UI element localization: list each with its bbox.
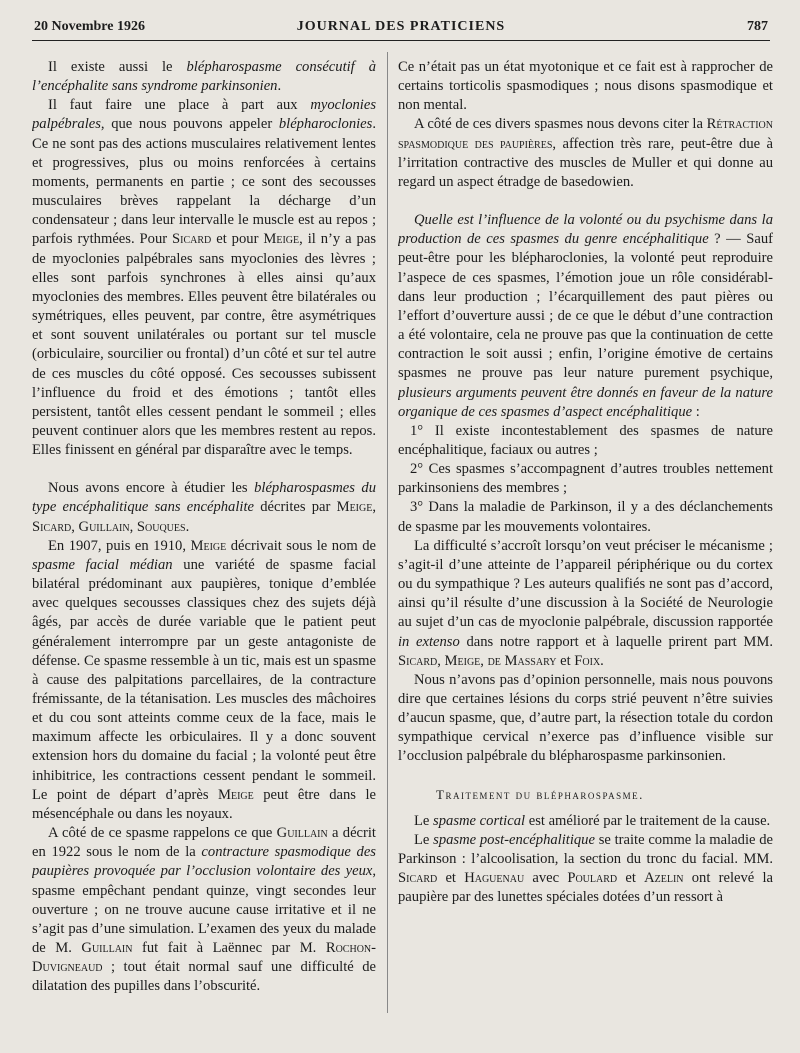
left-column bbox=[32, 58, 376, 1041]
paragraph: Il faut faire une place à part aux myoclonies palpébrales, que nous pouvons appeler blépharoclonies. Ce ne sont pas des actions musculaires relativement lentes et progressives, plus ou moins renforcées à certains moments, permanents en partie ; ce sont des secousses musculaires brèves rappelant la décharge d’un condensateur ; dans leur intervalle le muscle est au repos ; parfois rythmées. Pour Sicard et pour Meige, il n’y a pas de myoclonies palpébrales sans myoclonies des lèvres ; elles sont parfois synchrones à elles ainsi qu’aux myoclonies des membres. Elles peuvent être bilatérales ou symétriques, elles peuvent, par contre, être asymétriques et sont souvent unilatérales ou portant sur tel muscle (orbiculaire, sourcilier ou frontal) d’un côté et sur tel autre de ces muscles du côté opposé. Ces secousses subissent l’influence du froid et des émotions ; tantôt elles persistent, tantôt elles cessent pendant le sommeil ; elles peuvent continuer alors que les membres restent au repos. Elles finissent en général par disparaître avec le temps. bbox=[32, 97, 376, 459]
right-column bbox=[398, 58, 773, 1041]
paragraph: Le spasme post-encéphalitique se traite comme la maladie de Parkinson : l’alcoolisation, la section du tronc du facial. MM. Sicard et Haguenau avec Poulard et Azelin ont relevé la paupière par des lunettes spéciales dotées d’un ressort à bbox=[398, 831, 773, 906]
paragraph: En 1907, puis en 1910, Meige décrivait sous le nom de spasme facial médian une variété de spasme facial bilatéral prédominant aux paupières, tonique d’emblée avec quelques secousses classiques chez des sujets déjà âgés, par accès de durée variable que le patient peut généralement interrompre par un geste antagoniste de défense. Ce spasme ressemble à un tic, mais est un spasme à cause des palpitations parcellaires, de la contracture frémissante, de la tétanisation. Les muscles des mâchoires et du cou sont atteints comme ceux de la face, mais le maximum affecte les orbiculaires. Il y a donc souvent extension hors du domaine du facial ; la volonté peut être inhibitrice, les contractions cessent pendant le sommeil. Le point de départ d’après Meige peut être dans le mésencéphale ou dans les noyaux. bbox=[32, 537, 376, 822]
header-date: 20 Novembre 1926 bbox=[34, 19, 145, 34]
page-number: 787 bbox=[747, 19, 768, 34]
list-item: 2° Ces spasmes s’accompagnent d’autres troubles nettement parkinsoniens des membres ; bbox=[398, 461, 773, 497]
column-divider bbox=[387, 52, 388, 1013]
paragraph: Nous avons encore à étudier les blépharospasmes du type encéphalitique sans encéphalite décrites par Meige, Sicard, Guillain, Souques. bbox=[32, 480, 376, 535]
list-item: 3° Dans la maladie de Parkinson, il y a des déclanchements de spasme par les mouvements volontaires. bbox=[398, 499, 773, 535]
paragraph: Nous n’avons pas d’opinion personnelle, mais nous pouvons dire que certaines lésions du corps strié peuvent n’être suivies d’aucun spasme, que, d’autre part, la résection totale du cordon sympathique cervical n’exerce pas d’influence visible sur l’occlusion palpébrale du blépharospasme parkinsonien. bbox=[398, 671, 773, 765]
section-heading: Traitement du blépharospasme. bbox=[436, 786, 644, 802]
running-header bbox=[32, 16, 770, 41]
paragraph: A côté de ces divers spasmes nous devons citer la Rétraction spasmodique des paupières, affection très rare, peut-être due à l’irritation contractive des muscles de Muller et qui donne au regard un aspect étradge de basedowien. bbox=[398, 116, 773, 190]
list-item: 1° Il existe incontestablement des spasmes de nature encéphalitique, faciaux ou autres ; bbox=[398, 422, 773, 458]
paragraph: Quelle est l’influence de la volonté ou du psychisme dans la production de ces spasmes du genre encéphalitique ? — Sauf peut-être pour les blépharoclonies, la volonté peut reproduire l’aspece de ces spasmes, l’émotion joue un rôle considérabl- dans leur production ; l’écarquillement des paut pières ou l’effort d’ouverture aussi ; de ce que le début d’une contraction a été volontaire, cela ne prouve pas que la continuation de cette contraction le soit aussi ; enfin, l’origine émotive de certains spasmes ne prouve pas leur nature purement psychique, plusieurs arguments peuvent être donnés en faveur de la nature organique de ces spasmes d’aspect encéphalitique : bbox=[398, 212, 773, 420]
paragraph: Il existe aussi le blépharospasme consécutif à l’encéphalite sans syndrome parkinsonien. bbox=[32, 59, 376, 95]
paragraph: A côté de ce spasme rappelons ce que Guillain a décrit en 1922 sous le nom de la contracture spasmodique des paupières provoquée par l’occlusion volontaire des yeux, spasme empêchant pendant quinze, vingt secondes leur ouverture ; on ne trouve aucune cause irritative et il ne s’agit pas d’une simulation. L’examen des yeux du malade de M. Guillain fut fait à Laënnec par M. Rochon-Duvigneaud ; tout était normal sauf une difficulté de dilatation des pupilles dans l’obscurité. bbox=[32, 825, 376, 995]
journal-title: JOURNAL DES PRATICIENS bbox=[296, 19, 506, 34]
paragraph: Le spasme cortical est amélioré par le traitement de la cause. bbox=[414, 812, 771, 829]
paragraph: La difficulté s’accroît lorsqu’on veut préciser le mécanisme ; s’agit-il d’une atteinte de l’appareil périphérique ou du cortex ou du sympathique ? Les auteurs qualifiés ne sont pas d’accord, ainsi qu’il résulte d’une discussion à la Société de Neurologie au sujet d’un cas de myoclonie palpébrale, discussion rapportée in extenso dans notre rapport et à laquelle prirent part MM. Sicard, Meige, de Massary et Foix. bbox=[398, 537, 773, 669]
paragraph: Ce n’était pas un état myotonique et ce fait est à rapprocher de certains torticolis spasmodiques ; nous disons spasmodique et non mental. bbox=[398, 59, 773, 114]
